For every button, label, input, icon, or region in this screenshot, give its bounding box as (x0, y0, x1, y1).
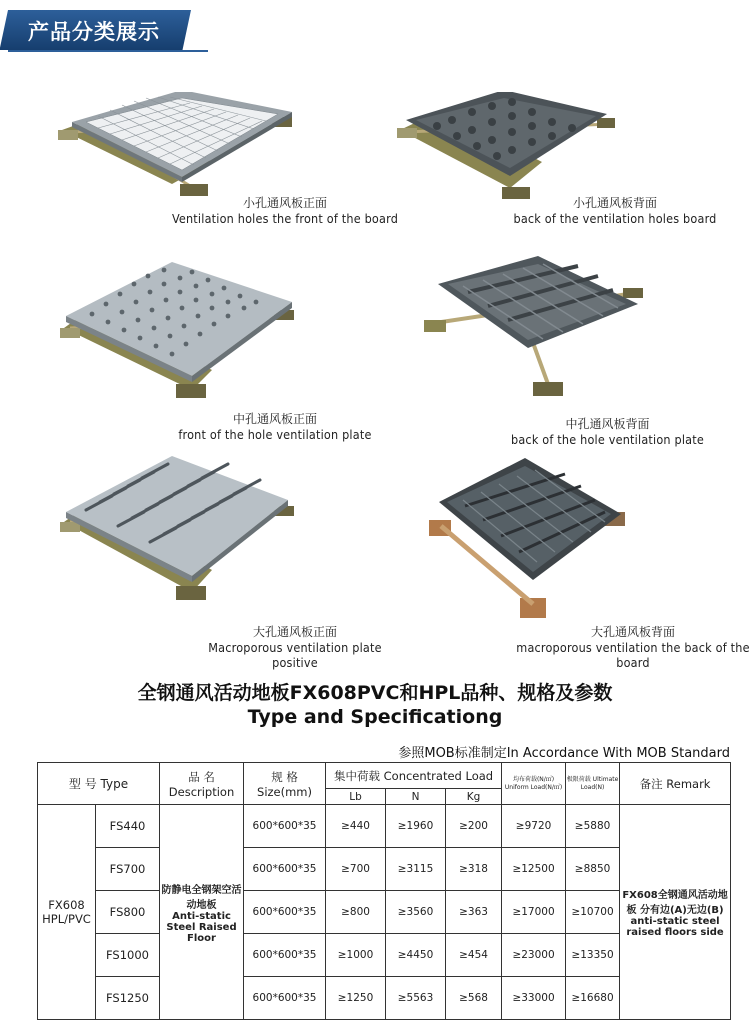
size-cell: 600*600*35 (244, 848, 326, 891)
size-cell: 600*600*35 (244, 934, 326, 977)
caption-2 (505, 194, 725, 226)
kg-cell: ≥568 (446, 977, 502, 1020)
header-type: 型 号 Type (38, 763, 160, 805)
product-image-large-hole-back (425, 456, 635, 621)
caption-3 (160, 410, 390, 442)
description-en: Anti-static Steel Raised Floor (166, 910, 237, 944)
size-cell: 600*600*35 (244, 891, 326, 934)
caption-en: back of the ventilation holes board (513, 211, 717, 226)
header-concentrated: 集中荷载 Concentrated Load (326, 763, 502, 789)
caption-6 (515, 623, 750, 670)
caption-1 (170, 194, 400, 226)
lb-cell: ≥1250 (326, 977, 386, 1020)
uniform-cell: ≥33000 (502, 977, 566, 1020)
header-remark: 备注 Remark (620, 763, 731, 805)
caption-cn: 小孔通风板背面 (572, 196, 657, 210)
header-n: N (386, 789, 446, 805)
description-cn: 防静电全钢架空活动地板 (161, 884, 242, 911)
size-cell: 600*600*35 (244, 977, 326, 1020)
caption-cn: 大孔通风板正面 (252, 625, 337, 639)
n-cell: ≥3560 (386, 891, 446, 934)
uniform-cell: ≥12500 (502, 848, 566, 891)
header-description (160, 763, 244, 805)
type-cell: FS700 (96, 848, 160, 891)
header-ultimate: 极限荷载 Ultimate Load(N) (566, 763, 620, 805)
product-image-small-hole-front (52, 92, 302, 207)
uniform-cell: ≥23000 (502, 934, 566, 977)
uniform-cell: ≥9720 (502, 805, 566, 848)
header-size-en: Size(mm) (257, 784, 312, 799)
n-cell: ≥4450 (386, 934, 446, 977)
kg-cell: ≥200 (446, 805, 502, 848)
size-cell: 600*600*35 (244, 805, 326, 848)
ultimate-cell: ≥13350 (566, 934, 620, 977)
model-cell: FX608 HPL/PVC (38, 805, 96, 1020)
caption-5 (185, 623, 405, 670)
ultimate-cell: ≥10700 (566, 891, 620, 934)
caption-cn: 中孔通风板背面 (565, 417, 650, 431)
product-image-medium-hole-front (52, 258, 302, 403)
caption-cn: 中孔通风板正面 (232, 412, 317, 426)
remark-cn: FX608全钢通风活动地板 分有边(A)无边(B) (622, 890, 728, 916)
header-lb: Lb (326, 789, 386, 805)
caption-en: macroporous ventilation the back of the board (516, 640, 750, 670)
remark-cell (620, 805, 731, 1020)
product-image-large-hole-front (52, 452, 302, 607)
lb-cell: ≥700 (326, 848, 386, 891)
kg-cell: ≥363 (446, 891, 502, 934)
header-desc-en: Description (168, 784, 235, 799)
type-cell: FS440 (96, 805, 160, 848)
type-cell: FS1250 (96, 977, 160, 1020)
n-cell: ≥1960 (386, 805, 446, 848)
n-cell: ≥3115 (386, 848, 446, 891)
caption-4 (500, 415, 715, 447)
kg-cell: ≥454 (446, 934, 502, 977)
table-header-row (38, 763, 731, 789)
spec-title-cn: 全钢通风活动地板FX608PVC和HPL品种、规格及参数 (137, 682, 613, 704)
ultimate-cell: ≥8850 (566, 848, 620, 891)
uniform-cell: ≥17000 (502, 891, 566, 934)
kg-cell: ≥318 (446, 848, 502, 891)
ultimate-cell: ≥16680 (566, 977, 620, 1020)
lb-cell: ≥440 (326, 805, 386, 848)
spec-title-en: Type and Specificationg (247, 706, 503, 728)
caption-en: Ventilation holes the front of the board (171, 211, 399, 226)
lb-cell: ≥1000 (326, 934, 386, 977)
header-size-cn: 规 格 (271, 769, 298, 784)
description-cell (160, 805, 244, 1020)
caption-cn: 小孔通风板正面 (242, 196, 327, 210)
ultimate-cell: ≥5880 (566, 805, 620, 848)
header-uniform: 均布荷载(N/㎡) Uniform Load(N/㎡) (502, 763, 566, 805)
header-desc-cn: 品 名 (188, 769, 215, 784)
header-size (244, 763, 326, 805)
caption-en: Macroporous ventilation plate positive (208, 640, 382, 670)
table-row (38, 805, 731, 848)
remark-en: anti-static steel raised floors side (626, 916, 724, 938)
spec-table (37, 762, 731, 1020)
caption-en: back of the hole ventilation plate (511, 432, 704, 447)
caption-en: front of the hole ventilation plate (178, 427, 372, 442)
section-divider (8, 50, 208, 52)
standard-note: 参照MOB标准制定In Accordance With MOB Standard (398, 746, 730, 761)
section-title: 产品分类展示 (28, 20, 160, 44)
n-cell: ≥5563 (386, 977, 446, 1020)
product-image-small-hole-back (392, 92, 622, 207)
type-cell: FS1000 (96, 934, 160, 977)
header-kg: Kg (446, 789, 502, 805)
lb-cell: ≥800 (326, 891, 386, 934)
product-image-medium-hole-back (418, 254, 658, 404)
caption-cn: 大孔通风板背面 (590, 625, 675, 639)
type-cell: FS800 (96, 891, 160, 934)
